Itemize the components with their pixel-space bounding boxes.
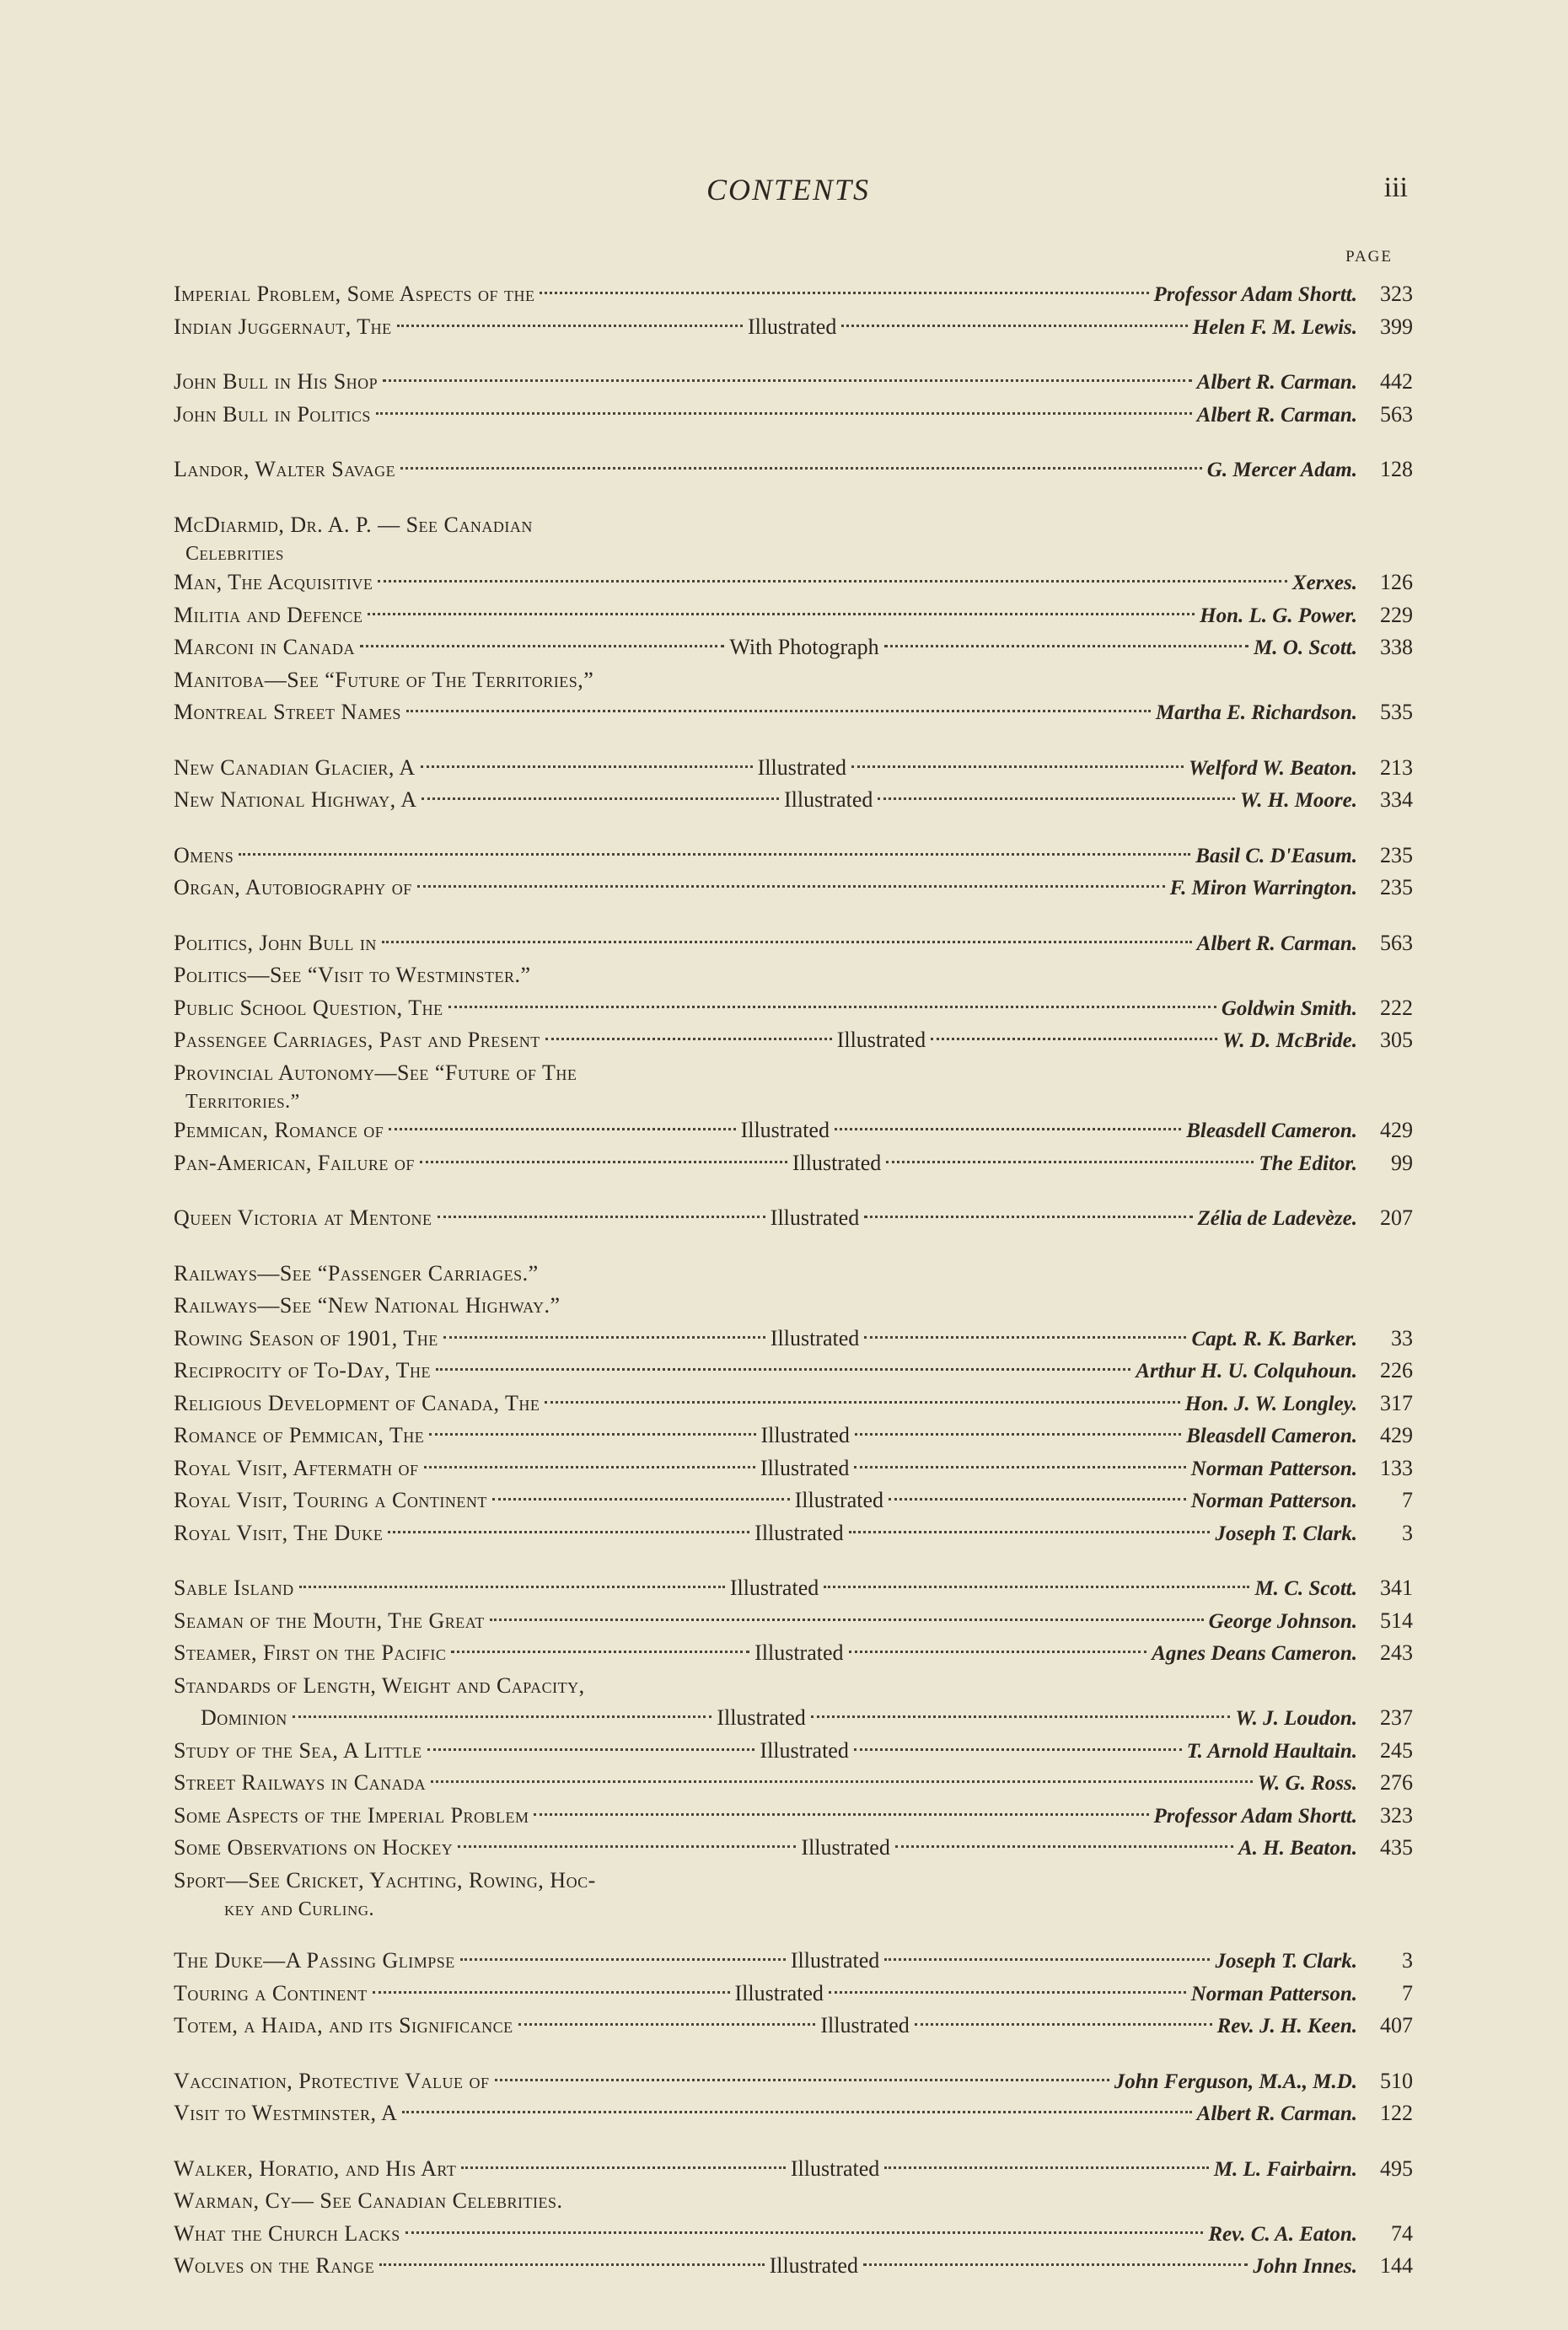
contents-row: [174, 1024, 1413, 1057]
entry-page-number: 243: [1380, 1640, 1414, 1665]
entry-title: Sable Island: [174, 1576, 294, 1600]
entry-title: Organ, Autobiography of: [174, 875, 412, 899]
entry-note: Illustrated: [790, 2156, 880, 2181]
contents-group: [174, 1258, 1413, 1550]
contents-row: [174, 992, 1413, 1025]
entry-title: Touring a Continent: [174, 1980, 368, 2005]
contents-row: [174, 784, 1413, 817]
dot-leader: [389, 1128, 735, 1130]
entry-author: Albert R. Carman.: [1196, 931, 1357, 955]
contents-row: [174, 1832, 1413, 1865]
entry-title: Study of the Sea, A Little: [174, 1737, 422, 1763]
contents-row: [174, 1517, 1413, 1550]
contents-row: [174, 566, 1413, 599]
entry-title: Visit to Westminster, A: [174, 2101, 398, 2125]
entry-title: Walker, Horatio, and His Art: [174, 2156, 457, 2181]
contents-row: [174, 366, 1413, 399]
contents-row: [174, 1484, 1413, 1517]
dot-leader: [835, 1128, 1181, 1130]
dot-leader: [824, 1586, 1249, 1588]
dot-leader: [855, 1433, 1181, 1436]
entry-title: Politics—See “Visit to Westminster.”: [174, 963, 531, 987]
entry-author: Professor Adam Shortt.: [1153, 283, 1357, 306]
dot-leader: [884, 1958, 1210, 1961]
contents-row: [174, 1388, 1413, 1420]
contents-row: [174, 2218, 1413, 2251]
entry-page-number: 341: [1380, 1576, 1413, 1600]
entry-page-number: 245: [1380, 1737, 1413, 1763]
dot-leader: [424, 1466, 755, 1468]
entry-continuation: Territories.”: [185, 1091, 300, 1113]
entry-title: Omens: [174, 842, 234, 867]
contents-row: [174, 2097, 1413, 2130]
entry-title: Man, The Acquisitive: [174, 570, 373, 594]
entry-page-number: 338: [1380, 635, 1413, 659]
dot-leader: [495, 2079, 1109, 2081]
entry-author: Helen F. M. Lewis.: [1192, 315, 1358, 339]
dot-leader: [829, 1991, 1186, 1994]
contents-row: [174, 959, 1413, 992]
entry-page-number: 122: [1380, 2101, 1413, 2125]
entry-author: W. G. Ross.: [1257, 1772, 1357, 1795]
dot-leader: [518, 2023, 816, 2026]
entry-title: Royal Visit, Touring a Continent: [174, 1488, 487, 1512]
entry-note: Illustrated: [760, 1737, 849, 1763]
dot-leader: [895, 1845, 1233, 1848]
dot-leader: [378, 580, 1287, 582]
contents-group: [174, 1202, 1413, 1235]
contents-row: [174, 1290, 1413, 1323]
contents-row: [174, 1258, 1413, 1291]
entry-title: Passengee Carriages, Past and Present: [174, 1028, 540, 1052]
entry-title: Railways—See “New National Highway.”: [174, 1293, 561, 1318]
entry-title: New National Highway, A: [174, 787, 417, 812]
contents-row: [174, 927, 1413, 960]
contents-group: [174, 927, 1413, 1180]
dot-leader: [915, 2023, 1212, 2026]
dot-leader: [421, 765, 753, 768]
entry-page-number: 323: [1380, 282, 1413, 306]
dot-leader: [545, 1038, 832, 1040]
contents-row: [174, 399, 1413, 432]
dot-leader: [540, 292, 1148, 294]
dot-leader: [451, 1651, 749, 1653]
entry-author: Goldwin Smith.: [1221, 996, 1357, 1020]
entry-author: Rev. C. A. Eaton.: [1208, 2222, 1357, 2246]
dot-leader: [886, 1161, 1254, 1163]
entry-page-number: 563: [1380, 401, 1413, 427]
entry-page-number: 535: [1380, 700, 1413, 724]
entry-page-number: 276: [1380, 1770, 1413, 1795]
page-header: [169, 169, 1408, 219]
entry-note: Illustrated: [770, 1325, 860, 1350]
entry-page-number: 429: [1380, 1423, 1414, 1447]
entry-author: Albert R. Carman.: [1196, 403, 1357, 427]
dot-leader: [849, 1651, 1147, 1653]
entry-author: Martha E. Richardson.: [1156, 701, 1357, 724]
contents-row: [174, 454, 1413, 486]
entry-title: Rowing Season of 1901, The: [174, 1325, 438, 1350]
dot-leader: [811, 1715, 1231, 1718]
contents-group: [174, 509, 1413, 729]
contents-row: [174, 1637, 1413, 1670]
contents-row: [174, 1945, 1413, 1978]
entry-title: Some Observations on Hockey: [174, 1835, 454, 1860]
entry-note: Illustrated: [836, 1028, 926, 1052]
dot-leader: [368, 613, 1195, 615]
entry-note: Illustrated: [760, 1423, 850, 1447]
entry-author: M. C. Scott.: [1254, 1577, 1357, 1600]
contents-group: [174, 1572, 1413, 1922]
contents-row: [174, 752, 1413, 785]
entry-page-number: 435: [1380, 1835, 1413, 1860]
contents-row: [174, 1702, 1413, 1735]
contents-row: [174, 1800, 1413, 1833]
dot-leader: [436, 1368, 1130, 1371]
dot-leader: [293, 1715, 712, 1718]
contents-row: [174, 2010, 1413, 2043]
contents-row: [174, 1605, 1413, 1638]
entry-title: Totem, a Haida, and its Significance: [174, 2013, 513, 2037]
entry-page-number: 74: [1391, 2220, 1413, 2246]
entry-title: Seaman of the Mouth, The Great: [174, 1608, 485, 1633]
entry-note: With Photograph: [729, 635, 879, 659]
entry-continuation: key and Curling.: [224, 1898, 374, 1920]
entry-author: Albert R. Carman.: [1196, 2102, 1357, 2125]
contents-group: [174, 278, 1413, 343]
entry-title: Montreal Street Names: [174, 700, 401, 724]
contents-group: [174, 840, 1413, 905]
dot-leader: [931, 1038, 1217, 1040]
entry-author: F. Miron Warrington.: [1169, 877, 1357, 899]
dot-leader: [429, 1433, 755, 1436]
dot-leader: [431, 1780, 1253, 1783]
dot-leader: [382, 941, 1192, 943]
contents-row: [174, 509, 1413, 542]
entry-author: M. L. Fairbairn.: [1213, 2157, 1357, 2181]
dot-leader: [534, 1813, 1148, 1816]
contents-row: [174, 2250, 1413, 2283]
entry-note: Illustrated: [820, 2013, 910, 2037]
contents-row: [174, 2065, 1413, 2098]
entry-page-number: 317: [1380, 1390, 1413, 1415]
dot-leader: [402, 2111, 1191, 2113]
entry-note: Illustrated: [717, 1705, 806, 1730]
entry-note: Illustrated: [769, 2253, 858, 2278]
dot-leader: [492, 1498, 790, 1501]
contents-row: [174, 1057, 1413, 1090]
entry-title: Railways—See “Passenger Carriages.”: [174, 1260, 539, 1286]
entry-title: Sport—See Cricket, Yachting, Rowing, Hoc-: [174, 1867, 596, 1892]
entry-title: Wolves on the Range: [174, 2253, 375, 2278]
entry-author: Professor Adam Shortt.: [1153, 1804, 1357, 1828]
entry-author: Welford W. Beaton.: [1188, 756, 1357, 780]
contents-row: [174, 1735, 1413, 1768]
entry-title: Warman, Cy— See Canadian Celebrities.: [174, 2188, 563, 2213]
entry-page-number: 514: [1380, 1608, 1413, 1633]
entry-title: Queen Victoria at Mentone: [174, 1205, 432, 1230]
dot-leader: [420, 1161, 787, 1163]
entry-title: The Duke—A Passing Glimpse: [174, 1948, 455, 1973]
entry-author: Norman Patterson.: [1190, 1457, 1358, 1480]
entry-page-number: 222: [1380, 995, 1413, 1020]
contents-row: [174, 1865, 1413, 1898]
entry-author: Agnes Deans Cameron.: [1152, 1642, 1358, 1665]
entry-page-number: 334: [1380, 787, 1413, 812]
entry-author: Hon. J. W. Longley.: [1184, 1392, 1357, 1415]
entry-author: Albert R. Carman.: [1196, 371, 1357, 394]
dot-leader: [443, 1336, 765, 1339]
entry-page-number: 144: [1380, 2253, 1413, 2278]
entry-page-number: 126: [1380, 570, 1413, 594]
entry-title: McDiarmid, Dr. A. P. — See Canadian: [174, 512, 533, 537]
contents-list: [174, 278, 1413, 2306]
entry-note: Illustrated: [770, 1205, 860, 1230]
dot-leader: [388, 1531, 749, 1533]
page-title: CONTENTS: [706, 173, 871, 207]
entry-page-number: 229: [1380, 602, 1413, 627]
entry-author: Capt. R. K. Barker.: [1191, 1327, 1358, 1350]
dot-leader: [490, 1619, 1204, 1621]
entry-note: Illustrated: [790, 1948, 880, 1973]
dot-leader: [864, 1216, 1192, 1218]
contents-row: [174, 840, 1413, 872]
entry-author: Joseph T. Clark.: [1215, 1522, 1357, 1545]
entry-title: Steamer, First on the Pacific: [174, 1640, 447, 1665]
entry-author: Bleasdell Cameron.: [1186, 1425, 1358, 1447]
entry-author: John Ferguson, M.A., M.D.: [1114, 2070, 1357, 2093]
contents-row: [174, 599, 1413, 632]
dot-leader: [884, 645, 1248, 647]
entry-title: Manitoba—See “Future of The Territories,”: [174, 667, 594, 692]
contents-row: [174, 1355, 1413, 1388]
contents-group: [174, 2153, 1413, 2283]
entry-title: Religious Development of Canada, The: [174, 1390, 540, 1415]
entry-page-number: 207: [1380, 1205, 1413, 1230]
contents-row: [174, 872, 1413, 905]
contents-row: [174, 1978, 1413, 2011]
contents-group: [174, 1945, 1413, 2043]
entry-title: Pan-American, Failure of: [174, 1150, 415, 1175]
dot-leader: [854, 1466, 1185, 1468]
dot-leader: [545, 1401, 1179, 1404]
contents-row: [174, 278, 1413, 311]
contents-row: [174, 1202, 1413, 1235]
contents-group: [174, 752, 1413, 817]
entry-title: Landor, Walter Savage: [174, 457, 396, 481]
entry-author: Zélia de Ladevèze.: [1197, 1207, 1357, 1230]
entry-page-number: 128: [1380, 457, 1413, 481]
entry-note: Illustrated: [747, 314, 837, 339]
entry-title: Royal Visit, The Duke: [174, 1520, 384, 1545]
entry-title: Provincial Autonomy—See “Future of The: [174, 1060, 577, 1085]
contents-row: [174, 1670, 1413, 1703]
dot-leader: [889, 1498, 1186, 1501]
entry-note: Illustrated: [801, 1835, 890, 1860]
dot-leader: [878, 797, 1234, 800]
contents-group: [174, 2065, 1413, 2130]
dot-leader: [400, 467, 1202, 470]
entry-title: Romance of Pemmican, The: [174, 1423, 425, 1447]
entry-author: W. H. Moore.: [1239, 789, 1357, 812]
dot-leader: [383, 379, 1191, 382]
contents-row: [174, 1420, 1413, 1452]
entry-note: Illustrated: [729, 1576, 819, 1600]
entry-note: Illustrated: [783, 787, 873, 812]
entry-note: Illustrated: [757, 754, 847, 780]
entry-author: G. Mercer Adam.: [1206, 459, 1357, 481]
dot-leader: [460, 1958, 786, 1961]
entry-title: Imperial Problem, Some Aspects of the: [174, 282, 535, 306]
dot-leader: [438, 1216, 765, 1218]
entry-page-number: 133: [1380, 1455, 1414, 1480]
dot-leader: [864, 1336, 1186, 1339]
entry-author: Norman Patterson.: [1190, 1982, 1358, 2005]
dot-leader: [849, 1531, 1211, 1533]
entry-author: The Editor.: [1259, 1152, 1357, 1175]
entry-page-number: 429: [1380, 1118, 1414, 1142]
entry-title: Street Railways in Canada: [174, 1770, 427, 1795]
contents-row: [174, 1572, 1413, 1605]
contents-row: [174, 696, 1413, 729]
entry-title: New Canadian Glacier, A: [174, 754, 416, 780]
entry-title: Marconi in Canada: [174, 635, 355, 659]
entry-note: Illustrated: [794, 1488, 884, 1512]
dot-leader: [397, 325, 743, 327]
entry-title: John Bull in His Shop: [174, 369, 379, 394]
contents-row: [174, 1767, 1413, 1800]
dot-leader: [299, 1586, 725, 1588]
entry-author: Hon. L. G. Power.: [1200, 604, 1357, 627]
entry-note: Illustrated: [740, 1118, 830, 1142]
contents-group: [174, 454, 1413, 486]
entry-note: Illustrated: [792, 1150, 882, 1175]
entry-page-number: 495: [1380, 2156, 1413, 2181]
entry-title: John Bull in Politics: [174, 401, 371, 427]
dot-leader: [417, 885, 1165, 888]
contents-row: [174, 2153, 1413, 2186]
entry-page-number: 323: [1380, 1802, 1413, 1828]
dot-leader: [841, 325, 1187, 327]
entry-author: W. J. Loudon.: [1235, 1707, 1358, 1730]
entry-title: Militia and Defence: [174, 602, 363, 627]
entry-title: Royal Visit, Aftermath of: [174, 1455, 419, 1480]
entry-page-number: 99: [1391, 1150, 1413, 1175]
dot-leader: [458, 1845, 796, 1848]
entry-title: Indian Juggernaut, The: [174, 314, 392, 339]
entry-page-number: 237: [1380, 1705, 1414, 1730]
entry-title: Standards of Length, Weight and Capacity,: [174, 1672, 585, 1698]
entry-author: George Johnson.: [1208, 1609, 1357, 1633]
dot-leader: [884, 2166, 1209, 2169]
entry-page-number: 3: [1402, 1520, 1413, 1545]
dot-leader: [448, 1006, 1216, 1008]
entry-author: T. Arnold Haultain.: [1186, 1739, 1357, 1763]
entry-title: Reciprocity of To-Day, The: [174, 1358, 431, 1382]
entry-page-number: 213: [1380, 754, 1413, 780]
dot-leader: [360, 645, 724, 647]
dot-leader: [376, 412, 1192, 415]
entry-page-number: 563: [1380, 930, 1413, 955]
dot-leader: [405, 2231, 1204, 2234]
contents-row: [174, 1323, 1413, 1356]
entry-note: Illustrated: [760, 1455, 850, 1480]
dot-leader: [373, 1991, 730, 1994]
contents-row: [174, 664, 1413, 697]
dot-leader: [863, 2263, 1248, 2266]
entry-note: Illustrated: [754, 1640, 844, 1665]
entry-author: A. H. Beaton.: [1238, 1837, 1357, 1860]
entry-page-number: 226: [1380, 1358, 1413, 1382]
contents-row: [174, 1452, 1413, 1485]
entry-page-number: 235: [1380, 875, 1413, 899]
entry-title: Some Aspects of the Imperial Problem: [174, 1802, 529, 1828]
entry-author: Xerxes.: [1291, 572, 1357, 594]
entry-note: Illustrated: [754, 1520, 844, 1545]
entry-title: Dominion: [201, 1705, 287, 1730]
entry-author: Basil C. D'Easum.: [1195, 844, 1357, 867]
entry-author: Rev. J. H. Keen.: [1216, 2015, 1357, 2037]
entry-page-number: 510: [1380, 2068, 1413, 2093]
entry-author: M. O. Scott.: [1254, 636, 1357, 659]
entry-title: Public School Question, The: [174, 995, 443, 1020]
entry-continuation: Celebrities: [185, 543, 284, 565]
entry-page-number: 3: [1402, 1948, 1414, 1973]
contents-group: [174, 366, 1413, 431]
entry-title: Vaccination, Protective Value of: [174, 2068, 490, 2093]
entry-author: Norman Patterson.: [1190, 1490, 1357, 1512]
dot-leader: [406, 710, 1151, 712]
entry-page-number: 399: [1380, 314, 1414, 339]
entry-title: Pemmican, Romance of: [174, 1118, 384, 1142]
entry-page-number: 7: [1402, 1980, 1414, 2005]
dot-leader: [239, 853, 1190, 856]
dot-leader: [427, 1748, 755, 1751]
dot-leader: [422, 797, 778, 800]
entry-title: What the Church Lacks: [174, 2220, 400, 2246]
entry-note: Illustrated: [734, 1980, 824, 2005]
entry-author: W. D. McBride.: [1222, 1029, 1357, 1052]
entry-page-number: 235: [1380, 842, 1413, 867]
dot-leader: [379, 2263, 764, 2266]
entry-page-number: 7: [1402, 1488, 1413, 1512]
dot-leader: [854, 1748, 1182, 1751]
entry-author: John Innes.: [1253, 2255, 1357, 2278]
entry-page-number: 33: [1391, 1325, 1414, 1350]
entry-page-number: 442: [1380, 369, 1413, 394]
contents-row: [174, 2185, 1413, 2218]
page-column-label: PAGE: [1345, 248, 1393, 266]
entry-author: Bleasdell Cameron.: [1186, 1119, 1358, 1142]
contents-row: [174, 631, 1413, 664]
contents-row: [174, 1114, 1413, 1147]
entry-page-number: 407: [1380, 2013, 1413, 2037]
entry-author: Arthur H. U. Colquhoun.: [1136, 1360, 1357, 1382]
contents-row: [174, 311, 1413, 344]
entry-author: Joseph T. Clark.: [1215, 1950, 1358, 1973]
dot-leader: [851, 765, 1184, 768]
contents-row: [174, 1147, 1413, 1180]
dot-leader: [461, 2166, 786, 2169]
entry-title: Politics, John Bull in: [174, 930, 377, 955]
entry-page-number: 305: [1380, 1028, 1413, 1052]
page-number: iii: [1383, 172, 1408, 203]
